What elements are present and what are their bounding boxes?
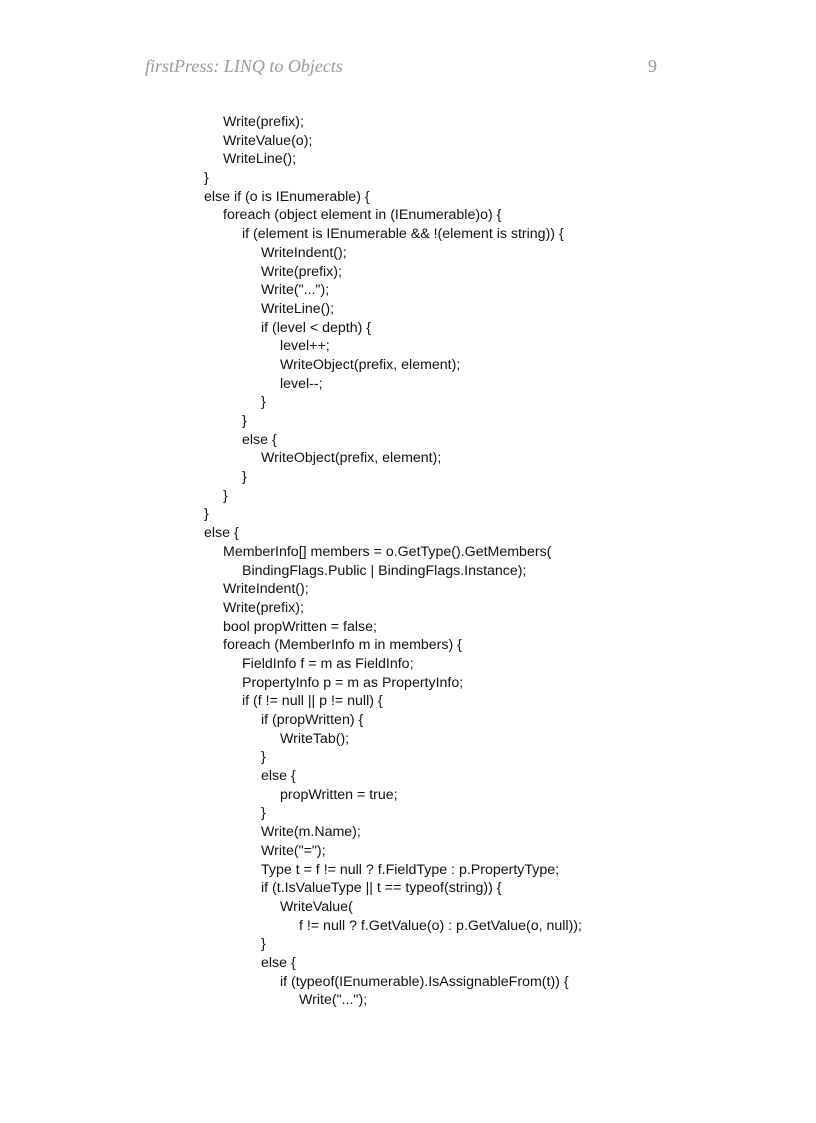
code-line: if (typeof(IEnumerable).IsAssignableFrom(t)) { [280, 973, 569, 990]
code-line: } [223, 487, 228, 504]
code-line: WriteObject(prefix, element); [280, 356, 461, 373]
code-line: } [261, 805, 266, 822]
code-line: FieldInfo f = m as FieldInfo; [242, 655, 414, 672]
code-line: else if (o is IEnumerable) { [204, 188, 370, 205]
code-line: foreach (MemberInfo m in members) { [223, 637, 462, 654]
code-line: if (f != null || p != null) { [242, 693, 383, 710]
code-line: f != null ? f.GetValue(o) : p.GetValue(o, null)); [299, 917, 582, 934]
code-line: if (level < depth) { [261, 319, 372, 336]
code-line: Write(prefix); [223, 114, 304, 130]
code-line: else { [242, 431, 277, 448]
code-line: level++; [280, 338, 330, 355]
code-line: else { [204, 525, 239, 542]
code-line: if (element is IEnumerable && !(element is string)) { [242, 226, 564, 243]
code-line: WriteIndent(); [223, 581, 309, 598]
code-line: else { [261, 768, 296, 785]
code-line: PropertyInfo p = m as PropertyInfo; [242, 674, 464, 691]
code-line: bool propWritten = false; [223, 618, 377, 635]
code-line: level--; [280, 375, 323, 392]
code-line: Write("="); [261, 842, 326, 859]
code-line: if (propWritten) { [261, 712, 364, 728]
running-header-title: firstPress: LINQ to Objects [145, 56, 343, 76]
code-line: MemberInfo[] members = o.GetType().GetMembers( [223, 543, 552, 560]
code-line: Type t = f != null ? f.FieldType : p.PropertyType; [261, 861, 560, 878]
code-line: WriteValue(o); [223, 132, 313, 149]
code-line: WriteObject(prefix, element); [261, 450, 442, 467]
code-line: else { [261, 954, 296, 971]
code-line: WriteValue( [280, 898, 353, 915]
code-line: WriteIndent(); [261, 244, 347, 261]
page-number: 9 [648, 56, 657, 76]
code-line: Write("..."); [261, 282, 330, 299]
page-header [145, 56, 657, 80]
code-line: } [242, 469, 247, 486]
code-line: Write(prefix); [223, 599, 304, 616]
code-line: Write(m.Name); [261, 824, 361, 841]
code-listing [204, 113, 764, 1010]
code-line: WriteLine(); [261, 300, 335, 317]
code-line: } [261, 936, 266, 953]
code-line: } [261, 749, 266, 766]
code-line: } [204, 506, 209, 523]
code-line: WriteLine(); [223, 151, 297, 168]
code-line: propWritten = true; [280, 786, 398, 803]
code-line: } [242, 413, 247, 429]
code-line: BindingFlags.Public | BindingFlags.Instance); [242, 562, 527, 579]
code-line: foreach (object element in (IEnumerable)o) { [223, 207, 502, 224]
code-line: Write("..."); [299, 992, 368, 1009]
code-line: Write(prefix); [261, 263, 342, 280]
code-line: } [261, 394, 266, 411]
code-line: } [204, 170, 209, 187]
code-line: if (t.IsValueType || t == typeof(string)) { [261, 880, 502, 897]
code-line: WriteTab(); [280, 730, 350, 747]
